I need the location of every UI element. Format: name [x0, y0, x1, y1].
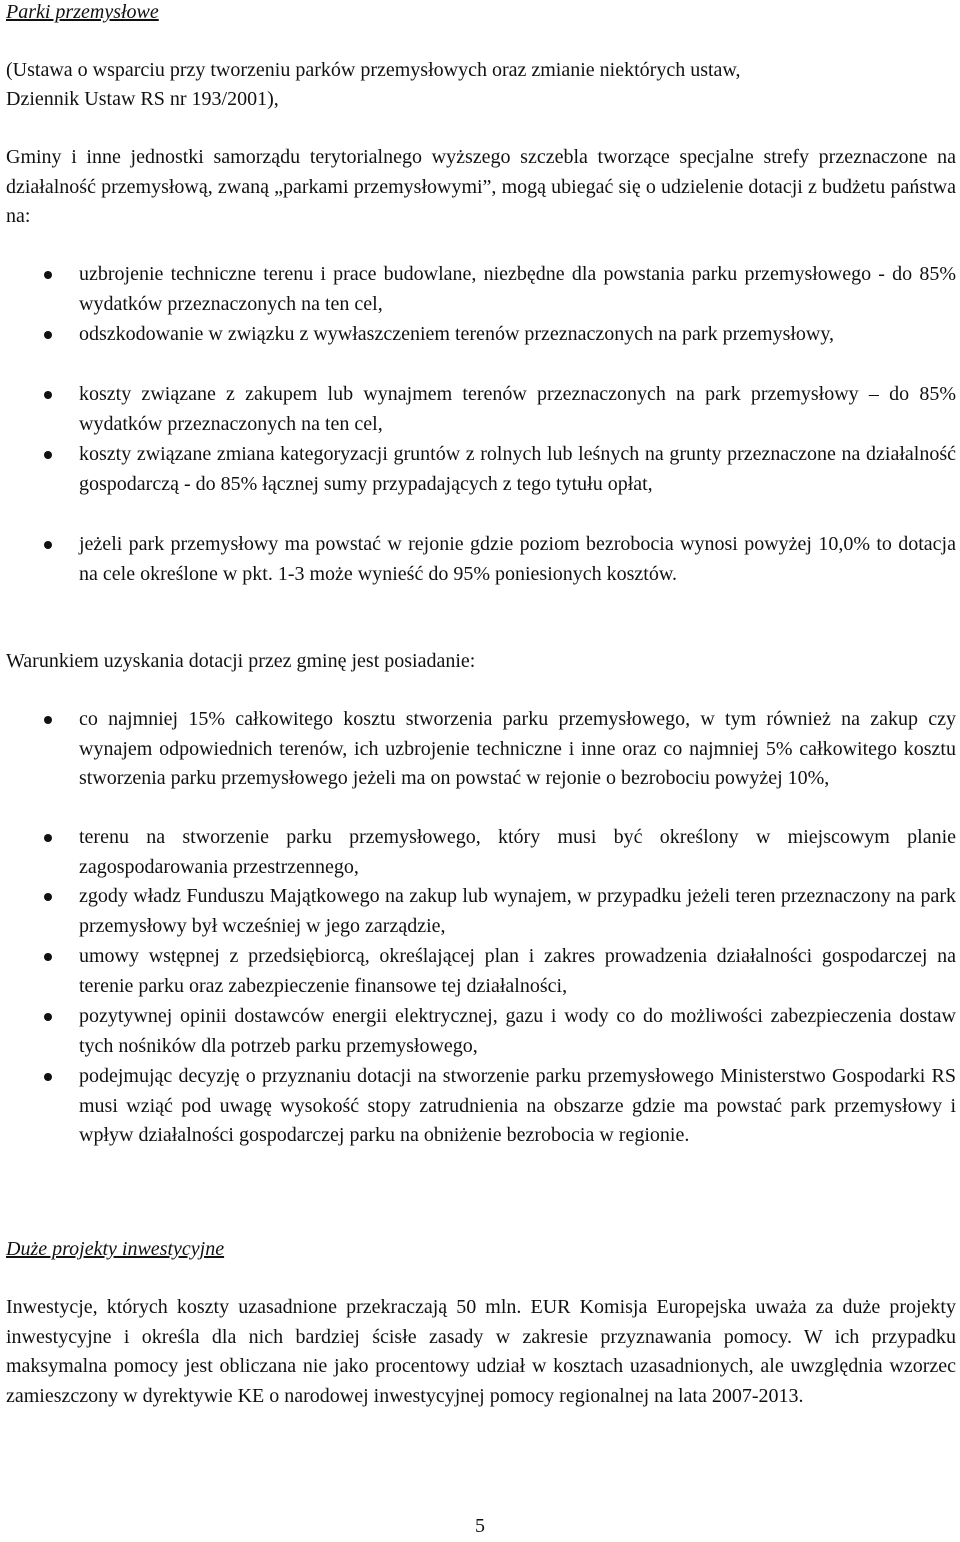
bullet-icon — [44, 953, 52, 961]
bullet-icon — [44, 1073, 52, 1081]
section-title-industrial-parks: Parki przemysłowe — [6, 1, 159, 23]
section-title-large-investment-projects: Duże projekty inwestycyjne — [6, 1238, 225, 1260]
bullet-icon — [44, 541, 52, 549]
list-item-text: zgody władz Funduszu Majątkowego na zakup lub wynajem, w przypadku jeżeli teren przeznaczony na park przemysłowy był wcześniej w jego zarządzie, — [79, 885, 956, 937]
large-projects-paragraph: Inwestycje, których koszty uzasadnione przekraczają 50 mln. EUR Komisja Europejska uważa za duże projekty inwestycyjne i określa dla nich bardziej ścisłe zasady w zakresie przyznawania pomocy. W ich przypadku maksymalna pomocy jest obliczana nie jako procentowy udział w kosztach uzasadnionych, ale uwzględnia wzorzec zamieszczony w dyrektywie KE o narodowej inwestycyjnej pomocy regionalnej na lata 2007-2013. — [6, 1296, 956, 1407]
bullet-icon — [44, 893, 52, 901]
list-item-text: odszkodowanie w związku z wywłaszczeniem terenów przeznaczonych na park przemysłowy, — [79, 323, 835, 345]
intro-paragraph: Gminy i inne jednostki samorządu terytorialnego wyższego szczebla tworzące specjalne strefy przeznaczone na działalność przemysłową, zwaną „parkami przemysłowymi”, mogą ubiegać się o udzielenie dotacji z budżetu państwa na: — [6, 146, 956, 227]
list-item-text: jeżeli park przemysłowy ma powstać w rejonie gdzie poziom bezrobocia wynosi powyżej 10,0% to dotacja na cele określone w pkt. 1-3 może wynieść do 95% poniesionych kosztów. — [79, 533, 956, 585]
bullet-icon — [44, 834, 52, 842]
list-item-text: umowy wstępnej z przedsiębiorcą, określającej plan i zakres prowadzenia działalności gospodarczej na terenie parku oraz zabezpieczenie finansowe tej działalności, — [79, 945, 956, 997]
bullet-icon — [44, 331, 52, 339]
list-item-text: terenu na stworzenie parku przemysłowego, który musi być określony w miejscowym planie zagospodarowania przestrzennego, — [79, 826, 956, 878]
list-item-text: pozytywnej opinii dostawców energii elektrycznej, gazu i wody co do możliwości zabezpieczenia dostaw tych nośników dla potrzeb parku przemysłowego, — [79, 1005, 956, 1057]
page-number: 5 — [475, 1515, 485, 1537]
bullet-icon — [44, 451, 52, 459]
bullet-icon — [44, 391, 52, 399]
law-reference-line-1: (Ustawa o wsparciu przy tworzeniu parków przemysłowych oraz zmianie niektórych ustaw, — [6, 59, 741, 81]
list-item-text: uzbrojenie techniczne terenu i prace budowlane, niezbędne dla powstania parku przemysłowego - do 85% wydatków przeznaczonych na ten cel, — [79, 263, 956, 315]
conditions-intro: Warunkiem uzyskania dotacji przez gminę jest posiadanie: — [6, 650, 476, 672]
law-reference-line-2: Dziennik Ustaw RS nr 193/2001), — [6, 88, 279, 110]
list-item-text: podejmując decyzję o przyznaniu dotacji na stworzenie parku przemysłowego Ministerstwo Gospodarki RS musi wziąć pod uwagę wysokość stopy zatrudnienia na obszarze gdzie ma powstać park przemysłowy i wpływ działalności gospodarczej parku na obniżenie bezrobocia w regionie. — [79, 1065, 956, 1146]
bullet-icon — [44, 271, 52, 279]
list-item-text: koszty związane zmiana kategoryzacji gruntów z rolnych lub leśnych na grunty przeznaczone na działalność gospodarczą - do 85% łącznej sumy przypadających z tego tytułu opłat, — [79, 443, 956, 495]
bullet-icon — [44, 716, 52, 724]
bullet-icon — [44, 1013, 52, 1021]
list-item-text: koszty związane z zakupem lub wynajmem terenów przeznaczonych na park przemysłowy – do 85% wydatków przeznaczonych na ten cel, — [79, 383, 956, 435]
list-item-text: co najmniej 15% całkowitego kosztu stworzenia parku przemysłowego, w tym również na zakup czy wynajem odpowiednich terenów, ich uzbrojenie techniczne i inne oraz co najmniej 5% całkowitego kosztu stworzenia parku przemysłowego jeżeli ma on powstać w rejonie o bezrobociu powyżej 10%, — [79, 708, 956, 789]
